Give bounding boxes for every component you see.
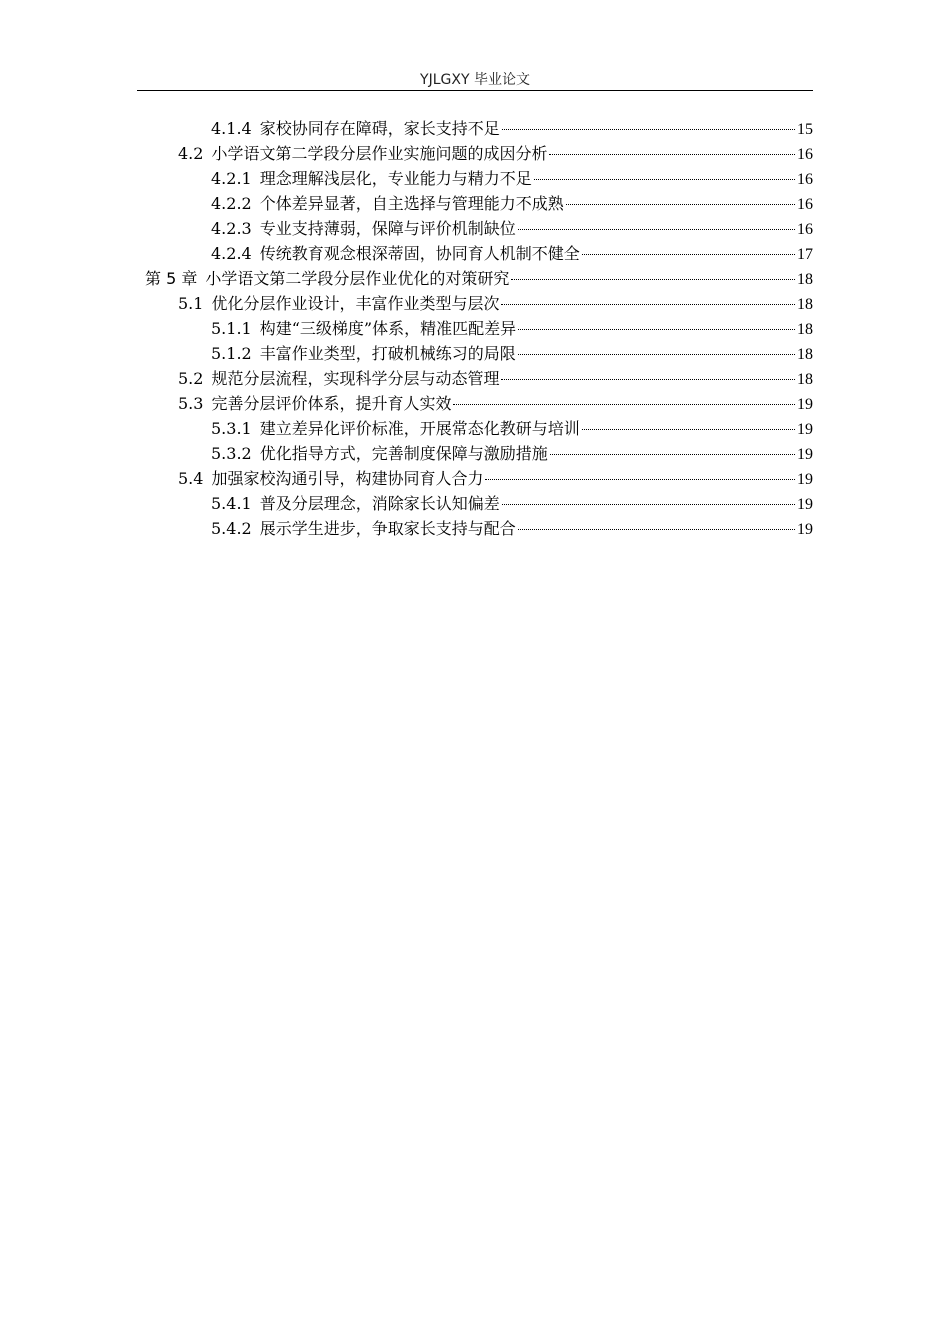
toc-entry-title: 传统教育观念根深蒂固，协同育人机制不健全 — [259, 244, 580, 263]
toc-dot-leader — [549, 154, 795, 155]
toc-entry[interactable] — [137, 116, 813, 141]
toc-entry-title: 小学语文第二学段分层作业优化的对策研究 — [205, 269, 510, 288]
toc-entry[interactable] — [137, 316, 813, 341]
toc-entry-page: 18 — [797, 296, 813, 313]
toc-entry[interactable] — [137, 516, 813, 541]
toc-entry-page: 19 — [797, 396, 813, 413]
toc-entry-title: 丰富作业类型，打破机械练习的局限 — [259, 344, 516, 363]
toc-dot-leader — [511, 279, 795, 280]
toc-entry[interactable] — [137, 466, 813, 491]
toc-entry[interactable] — [137, 366, 813, 391]
toc-entry-number: 4.2.2 — [211, 194, 252, 213]
toc-dot-leader — [582, 254, 795, 255]
toc-entry[interactable] — [137, 341, 813, 366]
toc-entry[interactable] — [137, 216, 813, 241]
toc-entry-number: 5.1 — [178, 294, 204, 313]
toc-entry[interactable] — [137, 266, 813, 291]
toc-entry-page: 16 — [797, 196, 813, 213]
toc-entry-title: 理念理解浅层化，专业能力与精力不足 — [259, 169, 532, 188]
toc-entry-page: 18 — [797, 271, 813, 288]
toc-entry-title: 专业支持薄弱，保障与评价机制缺位 — [259, 219, 516, 238]
toc-entry-number: 5.3 — [178, 394, 204, 413]
toc-entry-page: 19 — [797, 521, 813, 538]
toc-entry-number: 4.2 — [178, 144, 204, 163]
toc-entry-number: 5.3.1 — [211, 419, 252, 438]
toc-dot-leader — [501, 304, 795, 305]
toc-entry-page: 19 — [797, 471, 813, 488]
toc-dot-leader — [534, 179, 795, 180]
toc-entry-page: 19 — [797, 421, 813, 438]
toc-entry-number: 5.3.2 — [211, 444, 252, 463]
toc-dot-leader — [518, 229, 795, 230]
toc-entry-title: 规范分层流程，实现科学分层与动态管理 — [211, 369, 500, 388]
toc-entry-page: 15 — [797, 121, 813, 138]
toc-entry-number: 4.2.4 — [211, 244, 252, 263]
toc-entry[interactable] — [137, 491, 813, 516]
toc-entry[interactable] — [137, 291, 813, 316]
toc-dot-leader — [550, 454, 795, 455]
toc-entry-title: 优化分层作业设计，丰富作业类型与层次 — [211, 294, 500, 313]
toc-entry-title: 优化指导方式，完善制度保障与激励措施 — [259, 444, 548, 463]
toc-entry-number: 第 5 章 — [145, 269, 198, 288]
toc-entry-number: 5.4.2 — [211, 519, 252, 538]
toc-entry-page: 19 — [797, 496, 813, 513]
toc-entry-number: 4.1.4 — [211, 119, 252, 138]
toc-entry-page: 16 — [797, 221, 813, 238]
toc-entry-number: 5.2 — [178, 369, 204, 388]
toc-entry-page: 16 — [797, 171, 813, 188]
toc-dot-leader — [502, 504, 795, 505]
toc-entry-number: 5.1.1 — [211, 319, 252, 338]
toc-entry[interactable] — [137, 391, 813, 416]
toc-entry[interactable] — [137, 191, 813, 216]
toc-entry-page: 17 — [797, 246, 813, 263]
toc-entry-title: 加强家校沟通引导，构建协同育人合力 — [211, 469, 484, 488]
toc-entry-page: 18 — [797, 346, 813, 363]
toc-dot-leader — [501, 379, 795, 380]
toc-entry-title: 小学语文第二学段分层作业实施问题的成因分析 — [211, 144, 548, 163]
toc-entry[interactable] — [137, 441, 813, 466]
toc-entry-title: 普及分层理念，消除家长认知偏差 — [259, 494, 500, 513]
toc-entry-title: 家校协同存在障碍，家长支持不足 — [259, 119, 500, 138]
toc-dot-leader — [518, 529, 795, 530]
toc-dot-leader — [518, 329, 795, 330]
toc-entry-title: 建立差异化评价标准，开展常态化教研与培训 — [259, 419, 580, 438]
header-rule — [137, 90, 813, 91]
toc-entry-number: 4.2.1 — [211, 169, 252, 188]
toc-entry-number: 5.4.1 — [211, 494, 252, 513]
toc-entry-number: 4.2.3 — [211, 219, 252, 238]
toc-entry-number: 5.1.2 — [211, 344, 252, 363]
toc-dot-leader — [518, 354, 795, 355]
toc-entry[interactable] — [137, 141, 813, 166]
toc-dot-leader — [453, 404, 795, 405]
toc-entry-page: 16 — [797, 146, 813, 163]
toc-entry-title: 完善分层评价体系，提升育人实效 — [211, 394, 452, 413]
toc-entry[interactable] — [137, 241, 813, 266]
toc-dot-leader — [566, 204, 795, 205]
toc-entry-title: 个体差异显著，自主选择与管理能力不成熟 — [259, 194, 564, 213]
toc-entry-page: 18 — [797, 321, 813, 338]
toc-entry-number: 5.4 — [178, 469, 204, 488]
toc-dot-leader — [582, 429, 795, 430]
toc-dot-leader — [485, 479, 795, 480]
toc-entry[interactable] — [137, 166, 813, 191]
toc-entry-title: 构建“三级梯度”体系，精准匹配差异 — [259, 319, 517, 338]
toc-entry-page: 19 — [797, 446, 813, 463]
toc-entry[interactable] — [137, 416, 813, 441]
toc-entry-title: 展示学生进步，争取家长支持与配合 — [259, 519, 516, 538]
toc-dot-leader — [502, 129, 795, 130]
table-of-contents — [137, 116, 813, 541]
toc-entry-page: 18 — [797, 371, 813, 388]
page-header: YJLGXY 毕业论文 — [420, 72, 530, 88]
